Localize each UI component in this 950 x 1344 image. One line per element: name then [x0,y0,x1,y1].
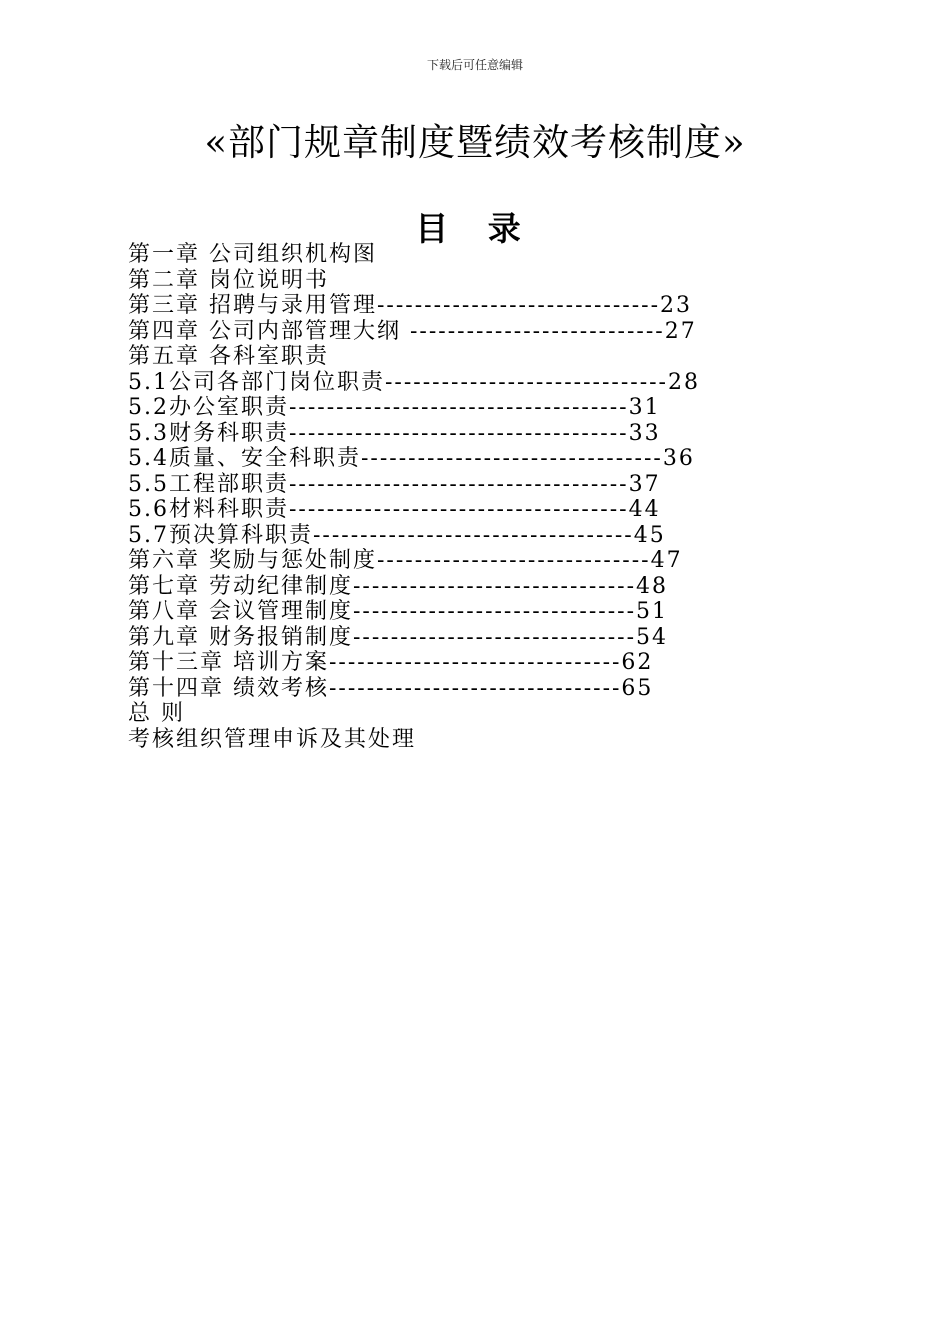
toc-entry: 第六章 奖励与惩处制度-----------------------------47 [128,548,683,573]
document-title: «部门规章制度暨绩效考核制度» [204,121,746,164]
toc-entry: 第十四章 绩效考核-------------------------------65 [128,675,654,701]
toc-entry: 总 则 [128,701,185,726]
toc-entry: 第八章 会议管理制度------------------------------51 [128,599,668,624]
toc-entry: 第四章 公司内部管理大纲 ---------------------------27 [128,318,697,344]
toc-entry: 第七章 劳动纪律制度------------------------------48 [128,573,668,599]
toc-entry: 5.1公司各部门岗位职责------------------------------28 [128,369,700,395]
toc-entry: 5.6材料科职责------------------------------------44 [128,497,661,522]
toc-heading: 目 录 [415,209,535,248]
toc-entry: 考核组织管理申诉及其处理 [128,726,417,752]
toc-entry: 第九章 财务报销制度------------------------------54 [128,624,668,650]
header-note: 下载后可任意编辑 [426,58,523,72]
toc-entry: 5.2办公室职责------------------------------------31 [128,395,661,420]
table-of-contents [128,242,808,752]
toc-entry: 5.3财务科职责------------------------------------33 [128,420,661,446]
toc-entry: 第二章 岗位说明书 [128,267,329,293]
toc-entry: 5.4质量、安全科职责--------------------------------36 [128,446,695,471]
toc-entry: 第十三章 培训方案-------------------------------62 [128,650,654,675]
toc-entry: 第三章 招聘与录用管理------------------------------23 [128,293,692,318]
toc-entry: 5.5工程部职责------------------------------------37 [128,471,661,497]
toc-entry: 第一章 公司组织机构图 [128,242,377,267]
toc-entry: 第五章 各科室职责 [128,344,329,369]
toc-entry: 5.7预决算科职责----------------------------------45 [128,522,666,548]
